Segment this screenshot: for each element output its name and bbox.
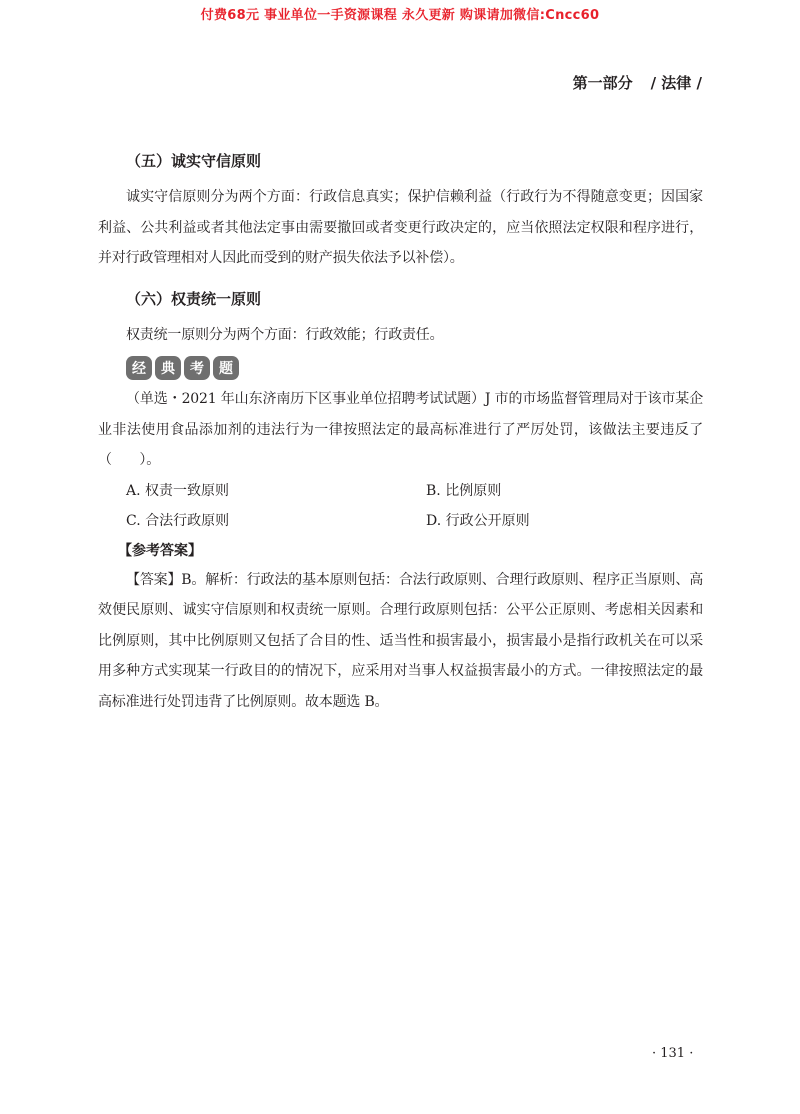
option-d: D. 行政公开原则 xyxy=(426,513,530,529)
section-body: 权责统一原则分为两个方面：行政效能；行政责任。 xyxy=(126,326,444,343)
watermark-banner: 付费68元 事业单位一手资源课程 永久更新 购课请加微信:Cncc60 xyxy=(200,8,600,23)
option-c: C. 合法行政原则 xyxy=(126,513,230,529)
page-content xyxy=(98,150,703,717)
question-options xyxy=(98,476,703,537)
classic-exam-badge xyxy=(126,356,703,384)
badge-char: 题 xyxy=(213,356,239,380)
question-stem: （单选・2021 年山东济南历下区事业单位招聘考试试题）J 市的市场监督管理局对于该市某企业非法使用食品添加剂的违法行为一律按照法定的最高标准进行了严厉处罚，该做法主要违反了（ ）。 xyxy=(98,391,703,468)
answer-title: 【参考答案】 xyxy=(118,542,202,559)
badge-char: 考 xyxy=(184,356,210,380)
section-body: 诚实守信原则分为两个方面：行政信息真实；保护信赖利益（行政行为不得随意变更；因国家利益、公共利益或者其他法定事由需要撤回或者变更行政决定的，应当依照法定权限和程序进行，并对行政管理相对人因此而受到的财产损失依法予以补偿）。 xyxy=(98,189,703,266)
answer-text: 【答案】B。解析：行政法的基本原则包括：合法行政原则、合理行政原则、程序正当原则、高效便民原则、诚实守信原则和权责统一原则。合理行政原则包括：公平公正原则、考虑相关因素和比例原则，其中比例原则又包括了合目的性、适当性和损害最小，损害最小是指行政机关在可以采用多种方式实现某一行政目的的情况下，应采用对当事人权益损害最小的方式。一律按照法定的最高标准进行处罚违背了比例原则。故本题选 B。 xyxy=(98,571,703,710)
header-section: / 法律 / xyxy=(650,74,702,92)
section-heading: （六）权责统一原则 xyxy=(126,289,262,308)
badge-char: 典 xyxy=(155,356,181,380)
page-number: · 131 · xyxy=(652,1046,694,1061)
badge-char: 经 xyxy=(126,356,152,380)
section-heading: （五）诚实守信原则 xyxy=(126,152,262,170)
page-header xyxy=(573,72,702,93)
option-b: B. 比例原则 xyxy=(426,482,502,499)
option-a: A. 权责一致原则 xyxy=(126,482,230,499)
header-part: 第一部分 xyxy=(572,74,633,92)
